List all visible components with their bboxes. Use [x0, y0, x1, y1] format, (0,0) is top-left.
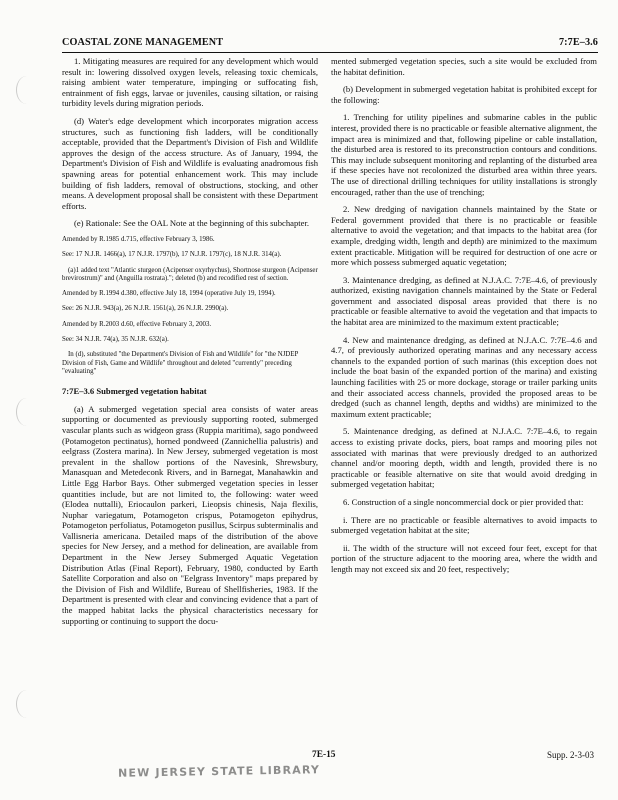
history-note: Amended by R.2003 d.60, effective February 3, 2003. — [62, 320, 212, 328]
history-note: See: 17 N.J.R. 1466(a), 17 N.J.R. 1797(b), 17 N.J.R. 1797(c), 18 N.J.R. 314(a). — [62, 251, 282, 259]
punch-hole-mark — [16, 76, 37, 104]
paragraph-b: (b) Development in submerged vegetation habitat is prohibited except for the following: — [331, 84, 597, 105]
sub-list-item: i. There are no practicable or feasible alternatives to avoid impacts to submerged vegetation habitat at the site; — [331, 514, 597, 536]
history-note: Amended by R.1985 d.715, effective February 3, 1986. — [62, 235, 215, 243]
paragraph-item-1: 1. Mitigating measures are required for any development which would result in: lowering dissolved oxygen levels, releasing toxic chemicals, raising ambient water temperature, impinging or suffocating fish, entrainment of fish eggs, larvae or juveniles, causing siltation, or raising turbidity levels during migration periods. — [62, 56, 318, 109]
list-item: 4. New and maintenance dredging, as defined at N.J.A.C. 7:7E–4.6 and 4.7, of previously authorized operating marinas and any necessary access channels to the expanded portion of such marinas (this exception does not include the boat basin of the expanded portion of the marina) and existing launching facilities with 25 or more dockage, storage or trailer parking units and their associated access channels, provided the proposed areas to be dredged (such as channel length, depths and widths) are minimized to the maximum extent practicable; — [331, 334, 597, 419]
history-notes — [62, 236, 318, 376]
list-item: 2. New dredging of navigation channels maintained by the State or Federal government provided that there is no practicable or feasible alternative to avoid the vegetation; and that impacts to the habitat area (for example, dredging width, length and depth) are minimized to the maximum extent practicable. Mitigation will be required for destruction of one acre or more which possess submerged aquatic vegetation; — [331, 204, 597, 268]
running-header — [62, 36, 598, 53]
library-stamp: NEW JERSEY STATE LIBRARY — [117, 763, 321, 780]
history-note: See: 26 N.J.R. 943(a), 26 N.J.R. 1561(a), 26 N.J.R. 2990(a). — [62, 305, 229, 313]
paragraph-a: (a) A submerged vegetation special area consists of water areas supporting or documented as previously supporting rooted, submerged vascular plants such as widgeon grass (Ruppia maritima), sago pondweed (Potamogeton pectinatus), horned pondweed (Zannichellia palustris) and eelgrass (Zostera marina). In New Jersey, submerged vegetation is most prevalent in the shallow portions of the Navesink, Shrewsbury, Manasquan and Metedeconk Rivers, and in Barnegat, Manahawkin and Little Egg Harbor Bays. Other submerged vegetation species in lesser quantities include, but are not limited to, the following: water weed (Elodea nuttalli), Eriocaulon parkeri, Lieopsis chinesis, Naja flexilis, Nuphar variegatum, Potamogeton crispus, Potamogeton epihydrus, Potamogeton perfoliatus, Potamogeton pusillus, Scirpus subterminalis and Vallisneria americana. Detailed maps of the distribution of the above species for New Jersey, and a method for delineation, are available from Department in the New Jersey Submerged Aquatic Vegetation Distribution Atlas (Final Report), February, 1980, conducted by Earth Satellite Corporation and also on "Eelgrass Inventory" maps prepared by the Division of Fish and Wildlife, Bureau of Shellfisheries, 1983. If the Department is presented with clear and convincing evidence that a part of the mapped habitat lacks the physical characteristics necessary for supporting or continuing to support the docu- — [62, 403, 318, 626]
sub-list-item: ii. The width of the structure will not exceed four feet, except for that portion of the structure adjacent to the mooring area, where the width and length may not exceed six and 20 feet, respectively; — [331, 542, 597, 574]
left-column — [62, 56, 318, 633]
header-section-number: 7:7E–3.6 — [558, 37, 598, 48]
list-item: 6. Construction of a single noncommercial dock or pier provided that: — [343, 496, 584, 507]
punch-hole-mark — [16, 690, 37, 718]
list-item: 3. Maintenance dredging, as defined at N.J.A.C. 7:7E–4.6, of previously authorized, existing navigation channels maintained by the State or Federal government and associated disposal areas provided that there is no practicable or feasible alternative to avoid the vegetation and that impacts to the habitat area are minimized to the maximum extent practicable; — [331, 274, 597, 328]
paragraph-d: (d) Water's edge development which incorporates migration access structures, such as functioning fish ladders, will be conditionally acceptable, provided that the Department's Division of Fish and Wildlife approves the design of the access structure. As of January, 1994, the Department's Division of Fish and Wildlife is evaluating anadromous fish spawning areas for potential enhancement work. This may include building of fish ladders, removal of obstructions, stocking, and other means. A development proposal shall be consistent with these Department efforts. — [62, 115, 318, 211]
history-note: Amended by R.1994 d.380, effective July 18, 1994 (operative July 19, 1994). — [62, 290, 276, 298]
history-note: See: 34 N.J.R. 74(a), 35 N.J.R. 632(a). — [62, 335, 169, 343]
right-column — [331, 56, 597, 582]
paragraph-e: (e) Rationale: See the OAL Note at the beginning of this subchapter. — [74, 218, 309, 229]
supplement-date: Supp. 2-3-03 — [547, 750, 594, 760]
paragraph-continuation: mented submerged vegetation species, such a site would be excluded from the habitat definition. — [331, 56, 597, 77]
history-note: (a)1 added text "Atlantic sturgeon (Acipenser oxyrhychus), Shortnose sturgeon (Acipenser brevirostrum)" and (Anguilla rostrata)."; deleted (b) and recodified rest of section. — [62, 266, 318, 282]
punch-hole-mark — [16, 398, 37, 426]
history-note: In (d), substituted "the Department's Division of Fish and Wildlife" for "the NJDEP Division of Fish, Game and Wildlife" throughout and deleted "currently" preceding "evaluating" — [62, 351, 299, 375]
page-number: 7E-15 — [312, 750, 336, 760]
list-item: 1. Trenching for utility pipelines and submarine cables in the public interest, provided there is no practicable or feasible alternative alignment, the impact area is minimized and that, following pipeline or cable installation, the disturbed area is restored to its preconstruction contours and conditions. This may include subsequent monitoring and replanting of the disturbed area if these species have not recolonized the disturbed area within three years. The use of directional drilling techniques for utility installations is strongly encouraged, rather than the use of trenching; — [331, 112, 597, 197]
header-title: COASTAL ZONE MANAGEMENT — [62, 37, 224, 48]
section-heading: 7:7E–3.6 Submerged vegetation habitat — [62, 386, 207, 397]
list-item: 5. Maintenance dredging, as defined at N.J.A.C. 7:7E–4.6, to regain access to existing private docks, piers, boat ramps and mooring piles not associated with marinas that were previously dredged to an authorized channel and/or mooring depth, width and length, provided there is no practicable or feasible alternative on site that would avoid dredging in submerged vegetation habitat; — [331, 426, 597, 490]
